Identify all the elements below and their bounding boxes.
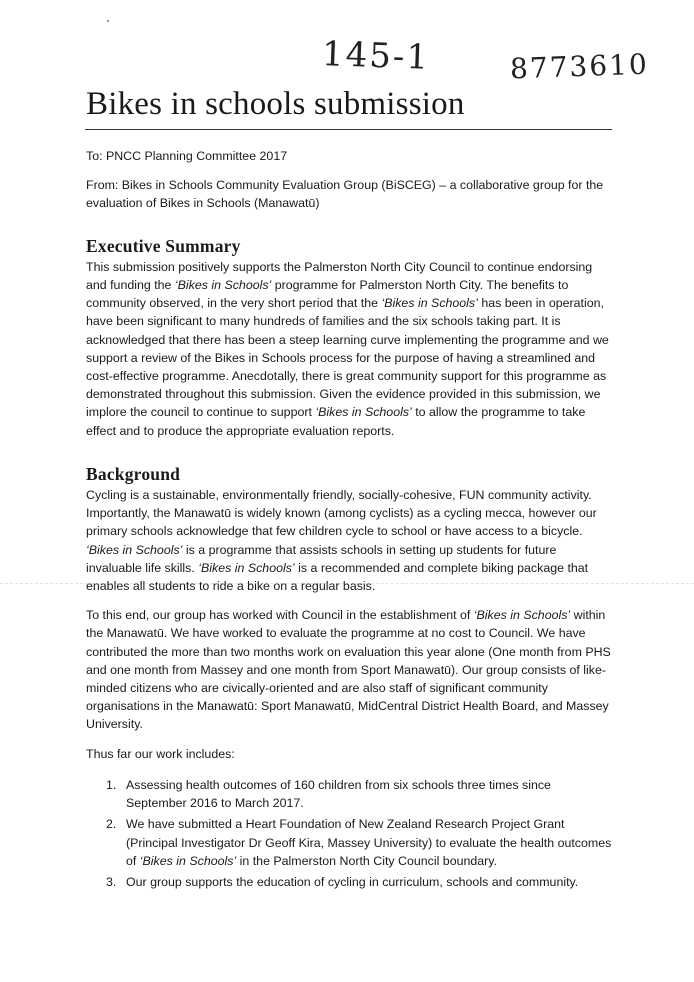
list-item-text: Assessing health outcomes of 160 children from six schools three times since September 2016 to March 2017. [126,777,551,811]
background-paragraph-1 [86,486,612,595]
work-list [86,776,612,891]
handwritten-note-right: 8773610 [509,47,650,86]
list-item [86,815,612,870]
list-item [86,873,612,891]
italic-run: ‘Bikes in Schools’ [174,278,272,293]
list-item [86,776,612,812]
text-run: To this end, our group has worked with Council in the establishment of [86,608,474,623]
from-line: From: Bikes in Schools Community Evaluation Group (BiSCEG) – a collaborative group for the evaluation of Bikes in Schools (Manawatū) [86,178,604,211]
list-item-number: 3. [106,874,117,889]
text-run: is a programme that assists schools in setting up students for future invaluable life skills. [86,542,557,575]
italic-run: ‘Bikes in Schools’ [139,853,237,868]
list-item-text: We have submitted a Heart Foundation of New Zealand Research Project Grant (Principal Investigator Dr Geoff Kira, Massey University) to evaluate the health outcomes of [126,817,612,868]
list-item-number: 2. [106,817,117,832]
background-heading: Background [86,463,181,484]
background-paragraph-2 [86,606,612,733]
executive-summary-heading: Executive Summary [86,235,241,256]
italic-run: ‘Bikes in Schools’ [198,560,295,575]
text-run: This submission positively supports the Palmerston North City Council to continue endorsing and funding the [86,259,593,293]
to-line: To: PNCC Planning Committee 2017 [86,149,288,163]
text-run: Cycling is a sustainable, environmentally friendly, socially-cohesive, FUN community activity. Importantly, the Manawatū is widely known (among cyclists) as a cycling mecca, however our primary schools acknowledge that few children cycle to school or have access to a bicycle. [86,488,597,539]
handwritten-note-left: 145-1 [321,34,431,78]
background-paragraph-3: Thus far our work includes: [86,746,235,761]
text-run: programme for Palmerston North City. The benefits to community observed, in the very short period that the [86,278,569,311]
italic-run: ‘Bikes in Schools’ [381,296,478,311]
title-underline [85,129,612,130]
italic-run: ‘Bikes in Schools’ [86,542,183,557]
text-run: is a recommended and complete biking package that enables all students to ride a bike on a regular basis. [86,560,589,594]
list-item-number: 1. [106,777,117,792]
list-item-text: Our group supports the education of cycling in curriculum, schools and community. [126,874,579,889]
executive-summary-paragraph [86,258,612,440]
text-run: within the Manawatū. We have worked to evaluate the programme at no cost to Council. We have contributed the more than two months work on evaluation this year alone (One month from PHS and one month from Massey and one month from Sport Manawatū). Our group consists of like-minded citizens who are civically-oriented and are also staff of significant community organisations in the Manawatū: Sport Manawatū, MidCentral District Health Board, and Massey University. [86,608,611,732]
document-body [86,147,612,894]
scan-speck [107,20,109,22]
text-run: to allow the programme to take effect and to produce the appropriate evaluation reports. [86,405,586,438]
text-run: has been in operation, have been significant to many hundreds of families and the six schools taking part. It is acknowledged that there has been a steep learning curve implementing the programme and we support a review of the Bikes in Schools process for the purpose of having a streamlined and cost-effective programme. Anecdotally, there is great community support for this programme as demonstrated throughout this submission. Given the evidence provided in this submission, we implore the council to continue to support [86,296,609,420]
italic-run: ‘Bikes in Schools’ [315,405,412,420]
italic-run: ‘Bikes in Schools’ [473,608,571,623]
document-title: Bikes in schools submission [86,86,465,122]
list-item-text: in the Palmerston North City Council boundary. [236,853,497,868]
